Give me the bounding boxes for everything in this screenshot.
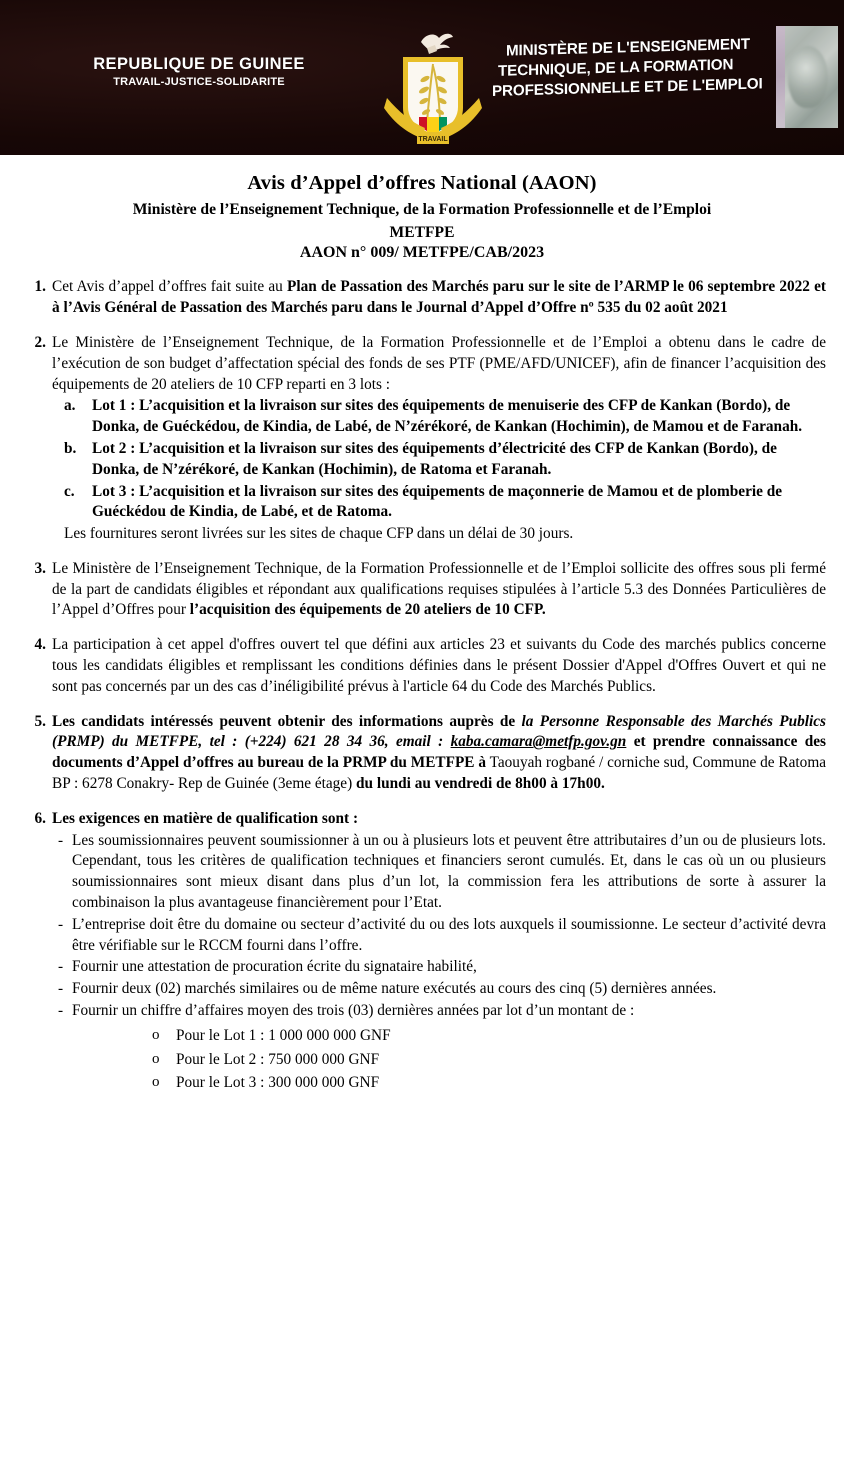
clause-5-hours: du lundi au vendredi de 8h00 à 17h00. (356, 775, 605, 793)
requirement-text: Fournir une attestation de procuration écrite du signataire habilité, (72, 958, 477, 976)
logo-edge-stripe (776, 26, 785, 128)
clause-number-2: 2. (34, 333, 46, 351)
dash-bullet-icon: - (58, 915, 64, 933)
clause-item-1 (18, 277, 826, 319)
clause-item-4 (18, 635, 826, 697)
turnover-item (150, 1073, 826, 1094)
title-ministry: Ministère de l’Enseignement Technique, de la Formation Professionnelle et de l’Emploi (132, 200, 712, 218)
title-reference-number: AAON n° 009/ METFPE/CAB/2023 (299, 243, 545, 261)
dash-bullet-icon: - (58, 980, 64, 998)
clause-item-2 (18, 333, 826, 545)
contact-email[interactable]: kaba.camara@metfp.gov.gn (450, 733, 627, 751)
ministry-line-1: MINISTÈRE DE L'ENSEIGNEMENT (506, 35, 750, 60)
requirement-text: Fournir deux (02) marchés similaires ou de même nature exécutés au cours des cinq (5) dernières années. (72, 980, 717, 998)
clause-number-6: 6. (34, 809, 46, 827)
clause-number-3: 3. (34, 559, 46, 577)
clause-1-text-bold: Plan de Passation des Marchés paru sur le site de l’ARMP le 06 septembre 2022 et à l’Avis Général de Passation des Marchés paru dans le Journal d’Appel d’Offre nº 535 du 02 août 2021 (52, 278, 826, 317)
turnover-text: Pour le Lot 2 : 750 000 000 GNF (176, 1050, 380, 1068)
notice-clause-list (0, 277, 844, 1094)
clause-5-address: Taouyah rogbané / corniche sud, Commune de Ratoma BP : 6278 Conakry- Rep de Guinée (3eme étage) (52, 754, 827, 793)
lot-item-b (64, 439, 826, 481)
circle-bullet-icon: o (152, 1026, 160, 1043)
clause-2-text: Le Ministère de l’Enseignement Technique, de la Formation Professionnelle et de l’Emploi a obtenu dans le cadre de l’exécution de son budget d’affectation spécial des fonds de ses PTF (PME/AFD/UNICEF), afin de financer l’acquisition des équipements de 20 ateliers de 10 CFP reparti en 3 lots : (52, 333, 826, 393)
clause-5-contact-italic: la Personne Responsable des Marchés Publics (PRMP) du METFPE, tel : (+224) 621 28 34 36, email : (52, 712, 826, 751)
republic-motto: TRAVAIL-JUSTICE-SOLIDARITE (113, 76, 285, 89)
logo-shape (788, 46, 828, 108)
lot-marker-b: b. (64, 439, 77, 457)
requirement-text: L’entreprise doit être du domaine ou secteur d’activité du ou des lots auxquels il soumissionne. Le secteur d’activité devra être vérifiable sur le RCCM fourni dans l’offre. (72, 915, 826, 954)
dash-bullet-icon: - (58, 831, 64, 849)
lot-marker-a: a. (64, 397, 76, 415)
banner-content (0, 0, 844, 155)
title-acronym: METFPE (389, 223, 455, 241)
delivery-note: Les fournitures seront livrées sur les sites de chaque CFP dans un délai de 30 jours. (64, 525, 574, 543)
clause-1-text-plain: Cet Avis d’appel d’offres fait suite au (52, 278, 287, 296)
clause-4-text: La participation à cet appel d'offres ouvert tel que défini aux articles 23 et suivants du Code des marchés publics concerne tous les candidats éligibles et remplissant les conditions définies dans le présent Dossier d'Appel d'Offres Ouvert et qui ne sont pas concernés par un des cas d’inéligibilité prévus à l'article 64 du Code des Marchés Publics. (52, 636, 826, 695)
svg-text:TRAVAIL: TRAVAIL (418, 136, 448, 143)
dash-bullet-icon: - (58, 958, 64, 976)
lot-text-b: Lot 2 : L’acquisition et la livraison sur sites des équipements d’électricité des CFP de Kankan (Bordo), de Donka, de N’zérékoré, de Kankan (Hochimin), de Ratoma et Faranah. (92, 439, 777, 478)
coat-of-arms-icon (381, 24, 485, 146)
turnover-item (150, 1050, 826, 1071)
clause-item-6 (18, 809, 826, 1094)
ministry-line-2: TECHNIQUE, DE LA FORMATION (498, 56, 734, 81)
clause-5-text-intro: Les candidats intéressés peuvent obtenir des informations auprès de (52, 712, 522, 730)
requirement-item (58, 831, 826, 914)
circle-bullet-icon: o (152, 1074, 160, 1091)
turnover-item (150, 1026, 826, 1047)
clause-3-text-bold: l’acquisition des équipements de 20 ateliers de 10 CFP. (189, 601, 546, 619)
requirement-item (58, 1001, 826, 1094)
clause-number-5: 5. (34, 712, 46, 730)
requirement-item (58, 957, 826, 978)
lot-list (52, 396, 826, 545)
lot-text-c: Lot 3 : L’acquisition et la livraison sur sites des équipements de maçonnerie de Mamou et de plomberie de Guéckédou de Kindia, de Labé, et de Ratoma. (92, 482, 783, 521)
clause-item-3 (18, 559, 826, 621)
qualification-heading: Les exigences en matière de qualification sont : (52, 809, 359, 827)
document-title-block (0, 171, 844, 263)
republic-title: REPUBLIQUE DE GUINEE (93, 55, 305, 73)
lot-item-a (64, 396, 826, 438)
clause-item-5 (18, 712, 826, 795)
turnover-amount-list (150, 1026, 826, 1094)
document-header-banner (0, 0, 844, 155)
ministry-name-block (492, 34, 778, 103)
qualification-requirement-list (58, 831, 826, 1095)
circle-bullet-icon: o (152, 1050, 160, 1067)
requirement-text: Les soumissionnaires peuvent soumissionner à un ou à plusieurs lots et peuvent être attributaires d’un ou de plusieurs lots. Cependant, tous les critères de qualification techniques et financiers seront cumulés. Et, dans le cas où un ou plusieurs soumissionnaires sont mieux disant dans plus d’un lot, la commission fera les attributions de sorte à assurer la combinaison la plus avantageuse financièrement pour l’Etat. (72, 831, 826, 912)
clause-number-4: 4. (34, 636, 46, 654)
clause-5-text-office: et prendre connaissance des documents d’Appel d’offres au bureau de la PRMP du METFPE à (52, 733, 826, 772)
republic-identity-block (84, 56, 314, 88)
lot-marker-c: c. (64, 482, 75, 500)
document-body (0, 171, 844, 1094)
dash-bullet-icon: - (58, 1002, 64, 1020)
requirement-item (58, 915, 826, 957)
lot-text-a: Lot 1 : L’acquisition et la livraison sur sites des équipements de menuiserie des CFP de Kankan (Bordo), de Donka, de Guéckédou, de Kindia, de Labé, de N’zérékoré, de Kankan (Hochimin), de Mamou et de Faranah. (92, 397, 803, 436)
ministry-line-3: PROFESSIONNELLE ET DE L'EMPLOI (492, 75, 763, 101)
turnover-text: Pour le Lot 3 : 300 000 000 GNF (176, 1074, 380, 1092)
partner-logo-faded (776, 26, 838, 128)
clause-number-1: 1. (34, 278, 46, 296)
requirement-item (58, 979, 826, 1000)
requirement-text: Fournir un chiffre d’affaires moyen des trois (03) dernières années par lot d’un montant de : (72, 1002, 635, 1020)
lot-item-c (64, 482, 826, 524)
turnover-text: Pour le Lot 1 : 1 000 000 000 GNF (176, 1026, 391, 1044)
clause-3-text-plain: Le Ministère de l’Enseignement Technique, de la Formation Professionnelle et de l’Emploi sollicite des offres sous pli fermé de la part de candidats éligibles et répondant aux qualifications requises stipulées à l’article 5.3 des Données Particulières de l’Appel d’Offres pour (52, 559, 826, 619)
page-title: Avis d’Appel d’offres National (AAON) (247, 172, 597, 194)
